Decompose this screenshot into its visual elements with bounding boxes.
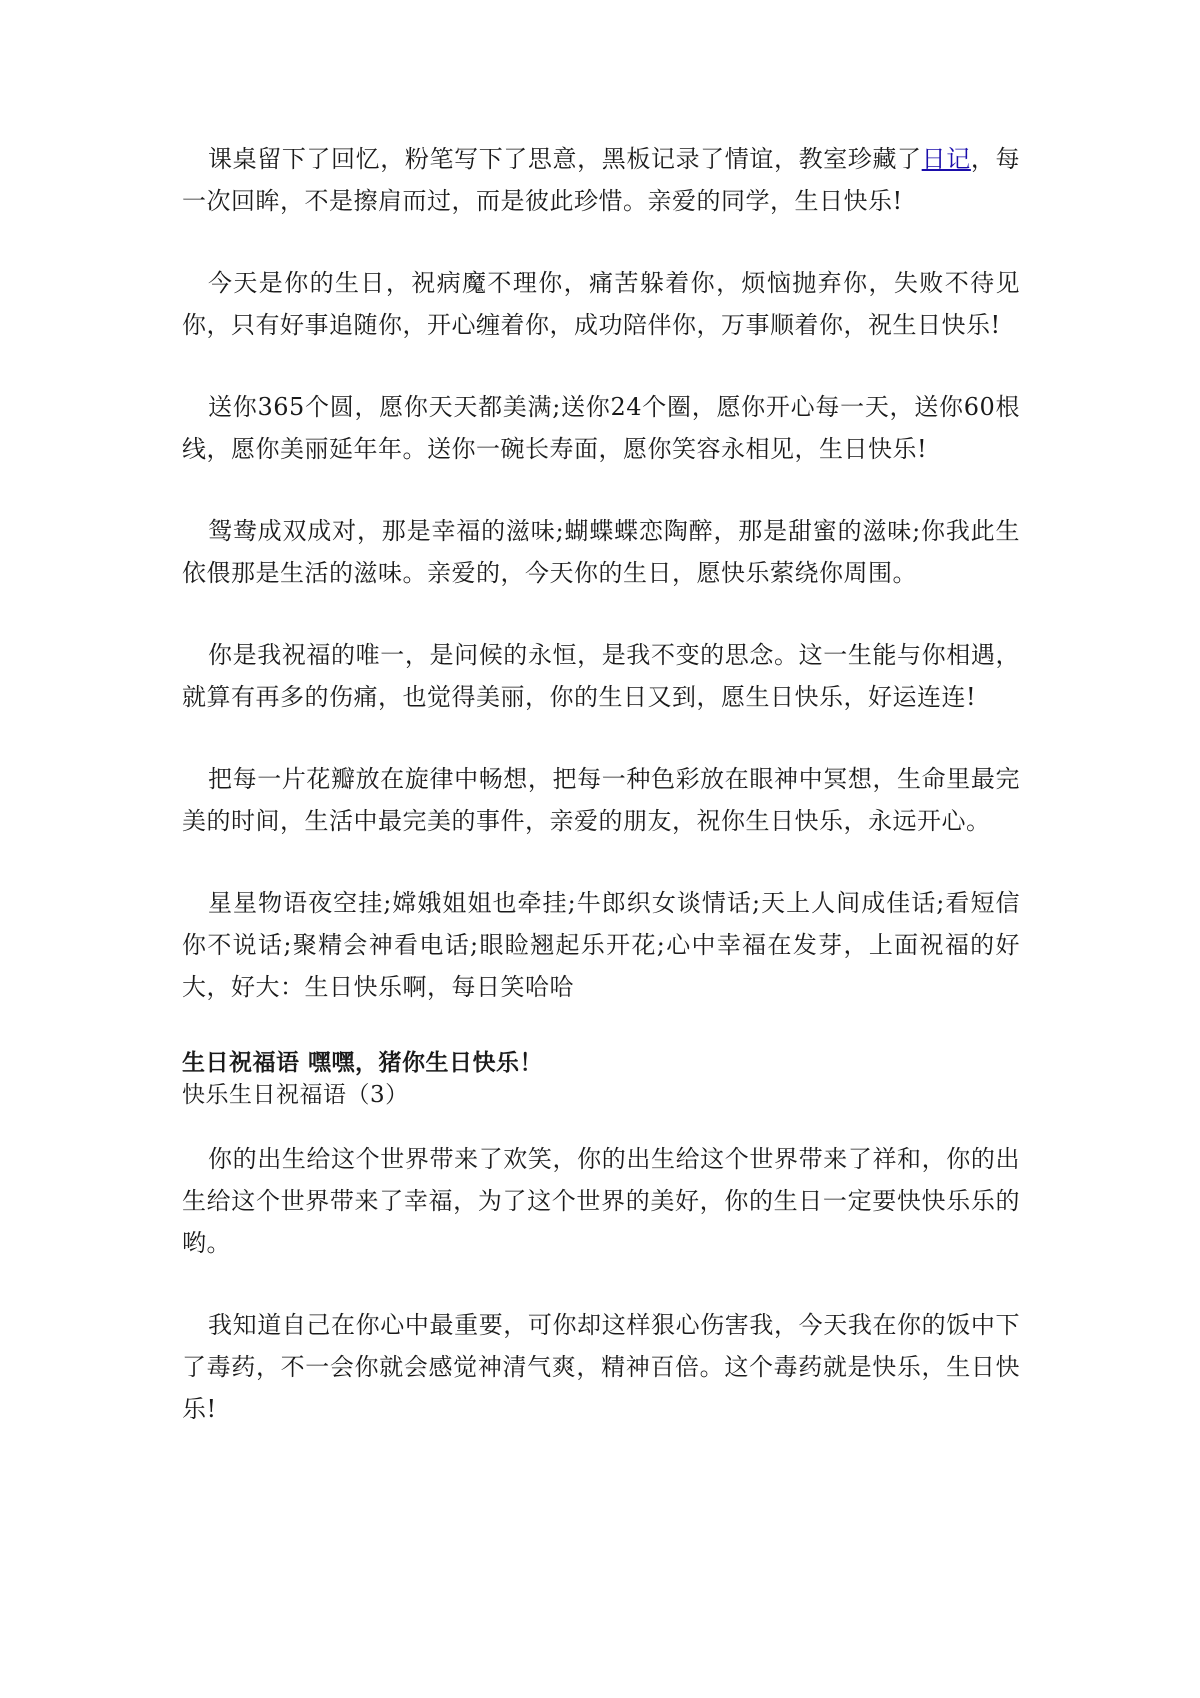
paragraph-1 — [182, 138, 1020, 222]
diary-link[interactable]: 日记 — [921, 145, 971, 173]
document-body — [182, 138, 1020, 1470]
paragraph-6: 把每一片花瓣放在旋律中畅想，把每一种色彩放在眼神中冥想，生命里最完美的时间，生活中最完美的事件，亲爱的朋友，祝你生日快乐，永远开心。 — [182, 765, 1020, 835]
paragraph-3: 送你365个圆，愿你天天都美满;送你24个圈，愿你开心每一天，送你60根线，愿你美丽延年年。送你一碗长寿面，愿你笑容永相见，生日快乐! — [182, 393, 1020, 463]
paragraph-4: 鸳鸯成双成对，那是幸福的滋味;蝴蝶蝶恋陶醉，那是甜蜜的滋味;你我此生依偎那是生活的滋味。亲爱的，今天你的生日，愿快乐萦绕你周围。 — [182, 517, 1020, 587]
paragraph-5: 你是我祝福的唯一，是问候的永恒，是我不变的思念。这一生能与你相遇，就算有再多的伤痛，也觉得美丽，你的生日又到，愿生日快乐，好运连连! — [182, 641, 1020, 711]
paragraph-1-after: ，每一次回眸，不是擦肩而过，而是彼此珍惜。亲爱的同学，生日快乐! — [182, 145, 1020, 215]
paragraph-8: 你的出生给这个世界带来了欢笑，你的出生给这个世界带来了祥和，你的出生给这个世界带来了幸福，为了这个世界的美好，你的生日一定要快快乐乐的哟。 — [182, 1145, 1020, 1257]
section-heading: 生日祝福语 嘿嘿，猪你生日快乐！ — [182, 1050, 544, 1076]
section-subheading: 快乐生日祝福语（3） — [182, 1082, 409, 1108]
paragraph-1-before: 课桌留下了回忆，粉笔写下了思意，黑板记录了情谊，教室珍藏了 — [208, 145, 922, 173]
paragraph-2: 今天是你的生日，祝病魔不理你，痛苦躲着你，烦恼抛弃你，失败不待见你，只有好事追随你，开心缠着你，成功陪伴你，万事顺着你，祝生日快乐! — [182, 269, 1020, 339]
paragraph-9: 我知道自己在你心中最重要，可你却这样狠心伤害我，今天我在你的饭中下了毒药，不一会你就会感觉神清气爽，精神百倍。这个毒药就是快乐，生日快乐! — [182, 1311, 1020, 1423]
paragraph-7: 星星物语夜空挂;嫦娥姐姐也牵挂;牛郎织女谈情话;天上人间成佳话;看短信你不说话;聚精会神看电话;眼睑翘起乐开花;心中幸福在发芽，上面祝福的好大，好大：生日快乐啊，每日笑哈哈 — [182, 889, 1020, 1001]
